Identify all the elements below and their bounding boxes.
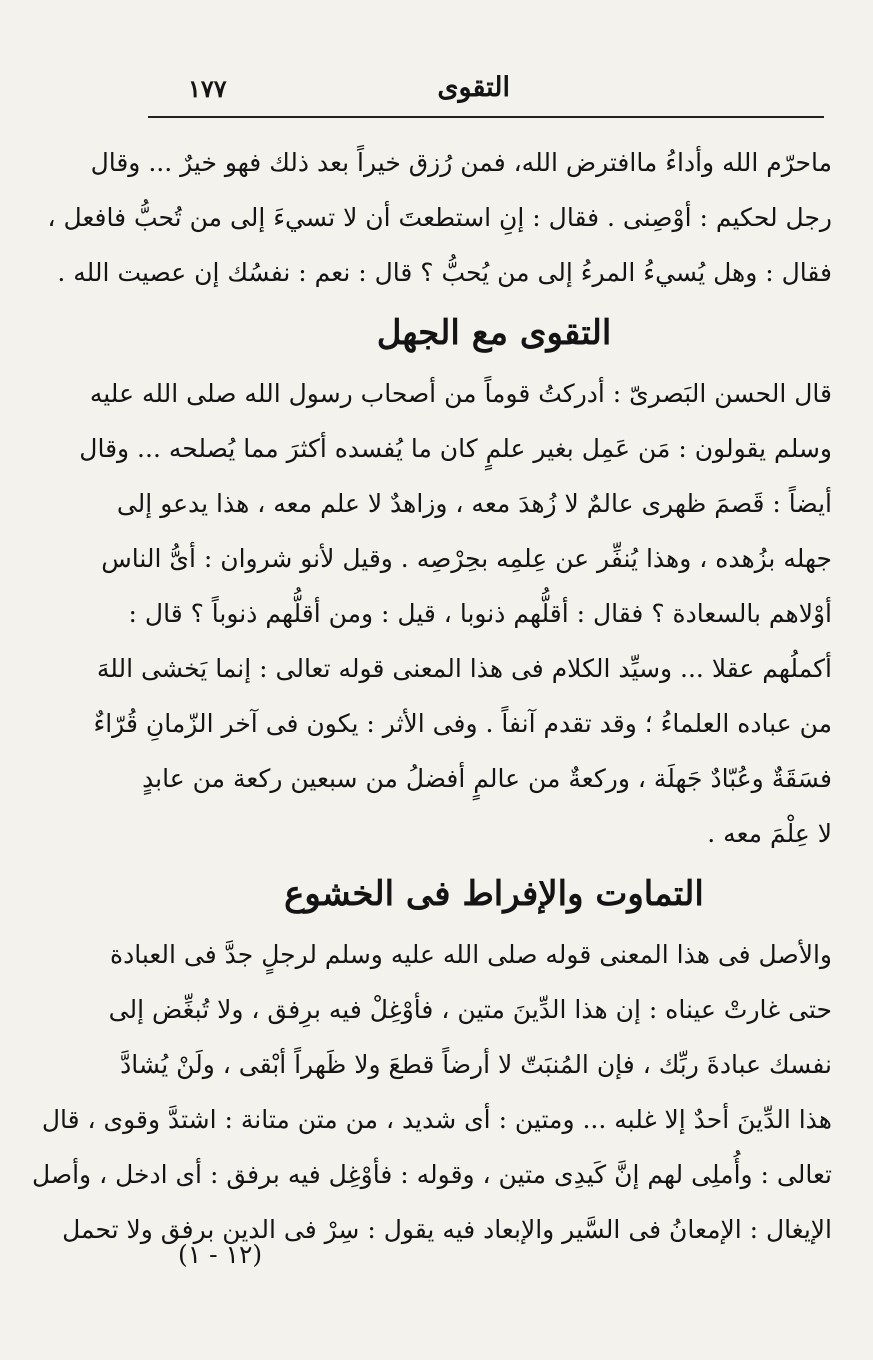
text-line: فسَقَةٌ وعُبّادٌ جَهلَة ، وركعةٌ من عالمٍ أفضلُ من سبعين ركعة من عابدٍ — [142, 764, 832, 793]
page-body — [31, 135, 832, 1257]
text-line: قال الحسن البَصرىّ : أدركتُ قوماً من أصحاب رسول الله صلى الله عليه — [89, 379, 832, 408]
text-line: جهله بزُهده ، وهذا يُنفِّر عن عِلمِه بحِرْصِه . وقيل لأنو شروان : أىُّ الناس — [101, 544, 832, 573]
text-line: رجل لحكيم : أوْصِنى . فقال : إنِ استطعتَ أن لا تسيءَ إلى من تُحبُّ فافعل ، — [47, 203, 832, 232]
text-line: لا عِلْمَ معه . — [707, 819, 832, 848]
text-line: والأصل فى هذا المعنى قوله صلى الله عليه وسلم لرجلٍ جدَّ فى العبادة — [109, 940, 832, 969]
text-line: هذا الدِّينَ أحدٌ إلا غلبه ... ومتين : أى شديد ، من متن متانة : اشتدَّ وقوى ، قال — [41, 1105, 832, 1134]
text-line: نفسك عبادةَ ربِّك ، فإن المُنبَتّ لا أرضاً قطعَ ولا ظَهراً أبْقى ، ولَنْ يُشادَّ — [120, 1050, 832, 1079]
header-rule — [148, 116, 824, 118]
text-line: أكملُهم عقلا ... وسيِّد الكلام فى هذا المعنى قوله تعالى : إنما يَخشى اللهَ — [96, 654, 832, 683]
signature-mark: (١٢ - ١) — [178, 1240, 263, 1269]
paragraph-1 — [47, 135, 832, 300]
section-heading-taqwa-with-ignorance: التقوى مع الجهل — [376, 313, 612, 353]
section-heading-feigned-humility: التماوت والإفراط فى الخشوع — [284, 874, 704, 914]
text-line: وسلم يقولون : مَن عَمِل بغير علمٍ كان ما يُفسده أكثرَ مما يُصلحه ... وقال — [79, 434, 832, 463]
text-line: ماحرّم الله وأداءُ ماافترض الله، فمن رُزق خيراً بعد ذلك فهو خيرٌ ... وقال — [90, 148, 832, 177]
text-line: أيضاً : قَصمَ ظهرى عالمٌ لا زُهدَ معه ، وزاهدٌ لا علم معه ، هذا يدعو إلى — [116, 489, 832, 518]
text-line: الإيغال : الإمعانُ فى السَّير والإبعاد فيه يقول : سِرْ فى الدين برفق ولا تحمل — [62, 1215, 832, 1244]
page-number: ١٧٧ — [188, 74, 227, 103]
text-line: فقال : وهل يُسيءُ المرءُ إلى من يُحبُّ ؟ قال : نعم : نفسُك إن عصيت الله . — [57, 258, 832, 287]
paragraph-2 — [79, 366, 832, 861]
text-line: أوْلاهم بالسعادة ؟ فقال : أقلُّهم ذنوبا ، قيل : ومن أقلُّهم ذنوباً ؟ قال : — [128, 599, 832, 628]
paragraph-3 — [31, 927, 832, 1257]
text-line: من عباده العلماءُ ؛ وقد تقدم آنفاً . وفى الأثر : يكون فى آخر الزّمانِ قُرّاءٌ — [93, 709, 832, 738]
running-title: التقوى — [437, 72, 510, 103]
text-line: تعالى : وأُملِى لهم إنَّ كَيدِى متين ، وقوله : فأوْغِل فيه برفق : أى ادخل ، وأصل — [31, 1160, 832, 1189]
page-header — [148, 72, 818, 116]
text-line: حتى غارتْ عيناه : إن هذا الدِّينَ متين ، فأوْغِلْ فيه برِفق ، ولا تُبغِّض إلى — [108, 995, 832, 1024]
